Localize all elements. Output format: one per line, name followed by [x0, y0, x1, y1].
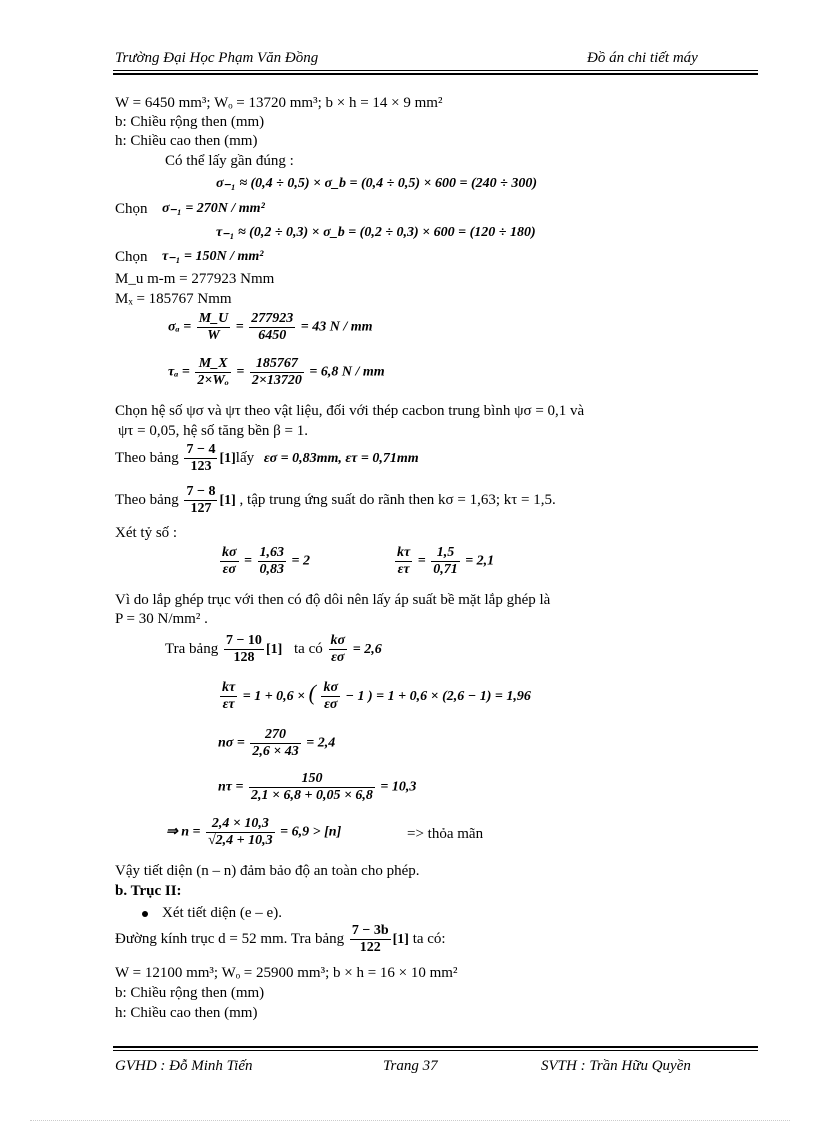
- chon-label-2: Chọn: [115, 249, 148, 265]
- ratio-tau-result: = 2,1: [465, 553, 495, 569]
- line-tra-bang: [165, 633, 382, 666]
- duong-kinh-tail: ta có:: [412, 930, 446, 947]
- line-xet-ty-so: Xét tỷ số :: [115, 525, 178, 541]
- n-tau-den: 2,1 × 6,8 + 0,05 × 6,8: [250, 788, 373, 803]
- tra-bang-tail: ta có: [294, 640, 323, 657]
- sigma-a-result: = 43 N / mm: [300, 319, 373, 335]
- theo-bang-1-formula: εσ = 0,83mm, ετ = 0,71mm: [263, 450, 419, 466]
- tra-bang-ref: [1]: [265, 641, 283, 657]
- n-num: 2,4 × 10,3: [206, 816, 275, 833]
- footer-student: SVTH : Trần Hữu Quyền: [541, 1058, 691, 1074]
- duong-kinh-den: 122: [359, 940, 381, 955]
- tau-a-result: = 6,8 N / mm: [309, 364, 385, 380]
- tra-bang-label: Tra bảng: [165, 640, 219, 657]
- line-duong-kinh: [115, 923, 446, 956]
- line-theo-bang-1: [115, 442, 419, 475]
- line-theo-bang-2: [115, 484, 556, 517]
- n-sigma-lhs: nσ =: [218, 735, 245, 751]
- ratio-tau-num1: kτ: [397, 545, 411, 560]
- sigma-a-num2: 277923: [251, 311, 294, 326]
- formula-n: [166, 816, 341, 849]
- line-b: b: Chiều rộng then (mm): [115, 114, 265, 130]
- duong-kinh-num: 7 − 3b: [351, 923, 389, 938]
- n-result: = 6,9 > [n]: [280, 824, 342, 840]
- line-conclusion: Vậy tiết diện (n – n) đảm bảo độ an toàn cho phép.: [115, 863, 420, 879]
- formula-tau-chosen: τ₋₁ = 150N / mm²: [162, 249, 264, 264]
- line-b2: b: Chiều rộng then (mm): [115, 985, 265, 1001]
- line-mu: M_u m-m = 277923 Nmm: [115, 271, 275, 287]
- n-tau-lhs: nτ =: [218, 779, 244, 795]
- ratio-sigma-result: = 2: [291, 553, 311, 569]
- ratio-sigma: $\frac{k\sigma}{\varepsilon\sigma}$ = $\frac{1,63}{0,83}$ = 2: [222, 545, 311, 577]
- tau-a-den2: 2×13720: [251, 373, 302, 388]
- n-sigma-result: = 2,4: [306, 735, 336, 751]
- n-lhs: ⇒ n =: [166, 824, 201, 840]
- formula-sigma-a: σₐ = $\frac{M\_U}{W}$ = $\frac{277923}{6450}$ = 43 N / mm: [168, 311, 373, 343]
- header-school: Trường Đại Học Phạm Văn Đồng: [115, 50, 319, 66]
- kt-den: ετ: [222, 697, 235, 713]
- tra-bang-num: 7 − 10: [225, 633, 262, 648]
- chon-label-1: Chọn: [115, 201, 148, 217]
- n-sigma-num: 270: [250, 727, 300, 744]
- theo-bang-1-ref: [1]: [219, 450, 236, 466]
- para-press-1: Vì do lắp ghép trục với then có độ dôi nên lấy áp suất bề mặt lắp ghép là: [115, 592, 551, 608]
- line-w1: W = 6450 mm³; Wₒ = 13720 mm³; b × h = 14 × 9 mm²: [115, 95, 443, 111]
- line-h: h: Chiều cao then (mm): [115, 133, 258, 149]
- line-approx: Có thể lấy gần đúng :: [165, 153, 294, 169]
- kt-result: − 1 ) = 1 + 0,6 × (2,6 − 1) = 1,96: [345, 689, 531, 704]
- tra-bang-den: 128: [233, 650, 255, 665]
- line-h2: h: Chiều cao then (mm): [115, 1005, 258, 1021]
- kt-inner-den: εσ: [324, 697, 338, 713]
- duong-kinh-ref: [1]: [392, 931, 409, 947]
- tra-bang-result: = 2,6: [352, 641, 382, 657]
- header-rule-thick: [113, 73, 758, 75]
- theo-bang-2-label: Theo bảng: [115, 491, 179, 508]
- ratio-tau-num2: 1,5: [431, 545, 460, 562]
- sigma-a-num1: M_U: [198, 311, 229, 326]
- kt-mid: = 1 + 0,6 ×: [242, 689, 306, 704]
- ratio-tau-den2: 0,71: [433, 562, 458, 577]
- tra-bang-fn: kσ: [330, 633, 346, 648]
- theo-bang-2-den: 127: [190, 501, 212, 516]
- ratio-sigma-num2: 1,63: [259, 545, 285, 560]
- header-rule-thin: [113, 70, 758, 71]
- bullet-item: [142, 904, 282, 923]
- formula-tau-approx: τ₋₁ ≈ (0,2 ÷ 0,3) × σ_b = (0,2 ÷ 0,3) × 600 = (120 ÷ 180): [216, 225, 536, 240]
- formula-kt-ratio: $\frac{k\tau}{\varepsilon\tau}$ = 1 + 0,6 × ( $\frac{k\sigma}{\varepsilon\sigma}$ − 1 ) = 1 + 0,6 × (2,6 − 1) = 1,96: [222, 680, 531, 713]
- tau-a-num2: 185767: [250, 356, 304, 373]
- header-subject: Đồ án chi tiết máy: [587, 50, 698, 66]
- n-tau-num: 150: [249, 771, 375, 788]
- formula-sigma-chosen: σ₋₁ = 270N / mm²: [162, 201, 265, 216]
- sigma-a-den2: 6450: [258, 328, 287, 343]
- n-den: √2,4 + 10,3: [208, 833, 273, 848]
- formula-sigma-approx: σ₋₁ ≈ (0,4 ÷ 0,5) × σ_b = (0,4 ÷ 0,5) × 600 = (240 ÷ 300): [216, 176, 537, 191]
- theo-bang-2-num: 7 − 8: [186, 484, 216, 499]
- kt-inner-num: kσ: [323, 680, 339, 696]
- section-truc-ii: b. Trục II:: [115, 883, 182, 899]
- footer-page-number: Trang 37: [383, 1058, 438, 1074]
- sigma-a-lhs: σₐ =: [168, 319, 192, 335]
- ratio-sigma-den2: 0,83: [259, 562, 285, 577]
- line-w2: W = 12100 mm³; Wₒ = 25900 mm³; b × h = 16 × 10 mm²: [115, 965, 458, 981]
- bullet-icon: [142, 911, 148, 917]
- theo-bang-1-label: Theo bảng: [115, 449, 179, 466]
- bullet-text: Xét tiết diện (e – e).: [162, 905, 282, 921]
- duong-kinh-label: Đường kính trục d = 52 mm. Tra bảng: [115, 930, 345, 947]
- n-note: => thỏa mãn: [407, 826, 484, 842]
- ratio-sigma-num1: kσ: [222, 545, 237, 560]
- formula-n-tau: [218, 771, 416, 804]
- tau-a-lhs: τₐ =: [168, 364, 190, 380]
- ratio-sigma-den1: εσ: [222, 562, 236, 577]
- ratio-tau: $\frac{k\tau}{\varepsilon\tau}$ = $\frac{1,5}{0,71}$ = 2,1: [397, 545, 495, 577]
- para-psi-2: ψτ = 0,05, hệ số tăng bền β = 1.: [118, 423, 308, 439]
- para-press-2: P = 30 N/mm² .: [115, 611, 208, 627]
- theo-bang-2-ref: [1]: [219, 492, 236, 508]
- tau-a-num1: M_X: [195, 356, 231, 373]
- footer-advisor: GVHD : Đỗ Minh Tiến: [115, 1058, 253, 1074]
- theo-bang-1-tail: lấy: [235, 449, 255, 466]
- tau-a-den1: 2×Wₒ: [197, 373, 229, 388]
- footer-rule-thick: [113, 1046, 758, 1048]
- tra-bang-fd: εσ: [331, 650, 345, 665]
- sigma-a-den1: W: [207, 328, 220, 343]
- formula-n-sigma: [218, 727, 335, 760]
- footer-rule-thin: [113, 1050, 758, 1051]
- theo-bang-1-num: 7 − 4: [186, 442, 216, 457]
- theo-bang-2-tail: , tập trung ứng suất do rãnh then kσ = 1,63; kτ = 1,5.: [239, 491, 556, 508]
- kt-num: kτ: [222, 680, 236, 696]
- page-bottom-dots: [30, 1120, 790, 1121]
- ratio-tau-den1: ετ: [397, 562, 410, 577]
- formula-tau-a: τₐ = $\frac{M\_X}{\text{2×Wₒ}}$ = $\frac{185767}{2\times 13720}$ = 6,8 N / mm: [168, 356, 385, 388]
- n-tau-result: = 10,3: [380, 779, 417, 795]
- theo-bang-1-den: 123: [190, 459, 212, 474]
- n-sigma-den: 2,6 × 43: [252, 744, 299, 759]
- line-mx: Mₓ = 185767 Nmm: [115, 291, 232, 307]
- para-psi-1: Chọn hệ số ψσ và ψτ theo vật liệu, đối với thép cacbon trung bình ψσ = 0,1 và: [115, 403, 585, 419]
